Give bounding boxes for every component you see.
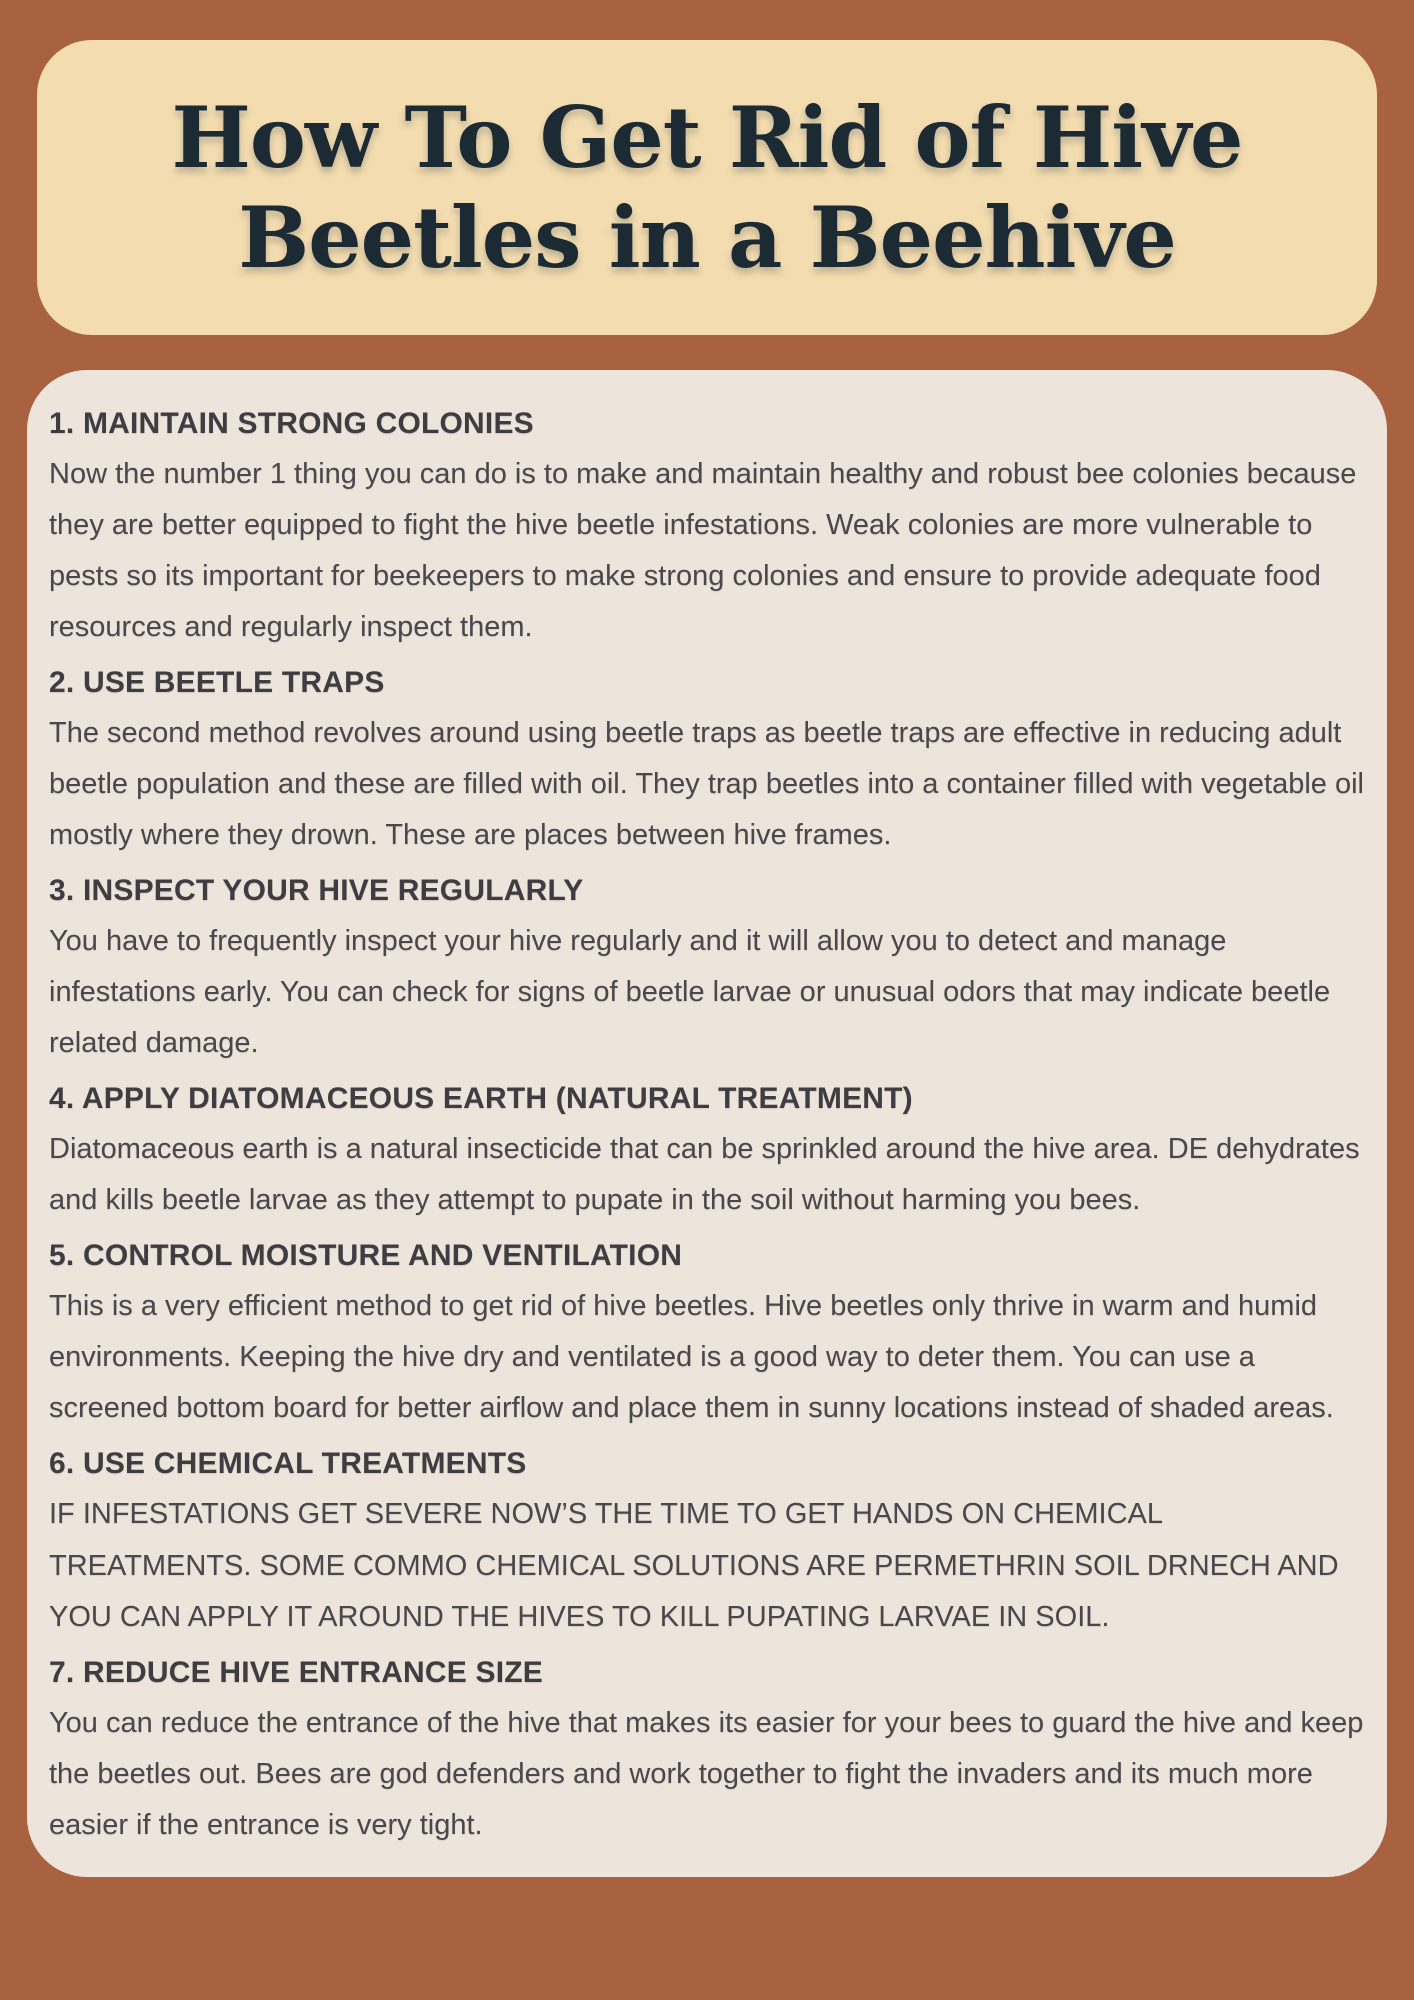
section-heading: 3. INSPECT YOUR HIVE REGULARLY — [49, 874, 584, 908]
section-body: This is a very efficient method to get rid of hive beetles. Hive beetles only thrive in warm and humid environments. Keeping the hive dry and ventilated is a good way to deter them. You can use a screened bottom board for better airflow and place them in sunny locations instead of shaded areas. — [49, 1290, 1334, 1425]
section-body: The second method revolves around using beetle traps as beetle traps are effective in reducing adult beetle population and these are filled with oil. They trap beetles into a container filled with vegetable oil mostly where they drown. These are places between hive frames. — [49, 717, 1364, 852]
section-heading: 5. CONTROL MOISTURE AND VENTILATION — [49, 1239, 683, 1273]
title-card — [37, 40, 1377, 335]
guide-section — [49, 404, 1365, 653]
section-body: You have to frequently inspect your hive regularly and it will allow you to detect and manage infestations early. You can check for signs of beetle larvae or unusual odors that may indicate beetle related damage. — [49, 925, 1331, 1060]
page-title: How To Get Rid of Hive Beetles in a Beehive — [171, 88, 1243, 287]
guide-section — [49, 1444, 1365, 1642]
guide-section — [49, 1653, 1365, 1851]
section-body: Now the number 1 thing you can do is to make and maintain healthy and robust bee colonies because they are better equipped to fight the hive beetle infestations. Weak colonies are more vulnerable to pests so its important for beekeepers to make strong colonies and ensure to provide adequate food resources and regularly inspect them. — [49, 458, 1357, 644]
guide-section — [49, 663, 1365, 861]
section-heading: 2. USE BEETLE TRAPS — [49, 666, 385, 700]
section-heading: 7. REDUCE HIVE ENTRANCE SIZE — [49, 1655, 544, 1689]
section-heading: 6. USE CHEMICAL TREATMENTS — [49, 1447, 527, 1481]
section-body: Diatomaceous earth is a natural insecticide that can be sprinkled around the hive area. DE dehydrates and kills beetle larvae as they attempt to pupate in the soil without harming you bees. — [49, 1133, 1360, 1217]
section-body: You can reduce the entrance of the hive that makes its easier for your bees to guard the hive and keep the beetles out. Bees are god defenders and work together to fight the invaders and its much more easier if the entrance is very tight. — [49, 1706, 1364, 1841]
content-card — [27, 370, 1387, 1877]
section-heading: 1. MAINTAIN STRONG COLONIES — [49, 407, 534, 440]
guide-section — [49, 871, 1365, 1069]
section-body: IF INFESTATIONS GET SEVERE NOW’S THE TIME TO GET HANDS ON CHEMICAL TREATMENTS. SOME COMMO CHEMICAL SOLUTIONS ARE PERMETHRIN SOIL DRNECH AND YOU CAN APPLY IT AROUND THE HIVES TO KILL PUPATING LARVAE IN SOIL. — [49, 1498, 1339, 1633]
guide-section — [49, 1236, 1365, 1434]
section-heading: 4. APPLY DIATOMACEOUS EARTH (NATURAL TREATMENT) — [49, 1082, 913, 1116]
guide-section — [49, 1079, 1365, 1226]
